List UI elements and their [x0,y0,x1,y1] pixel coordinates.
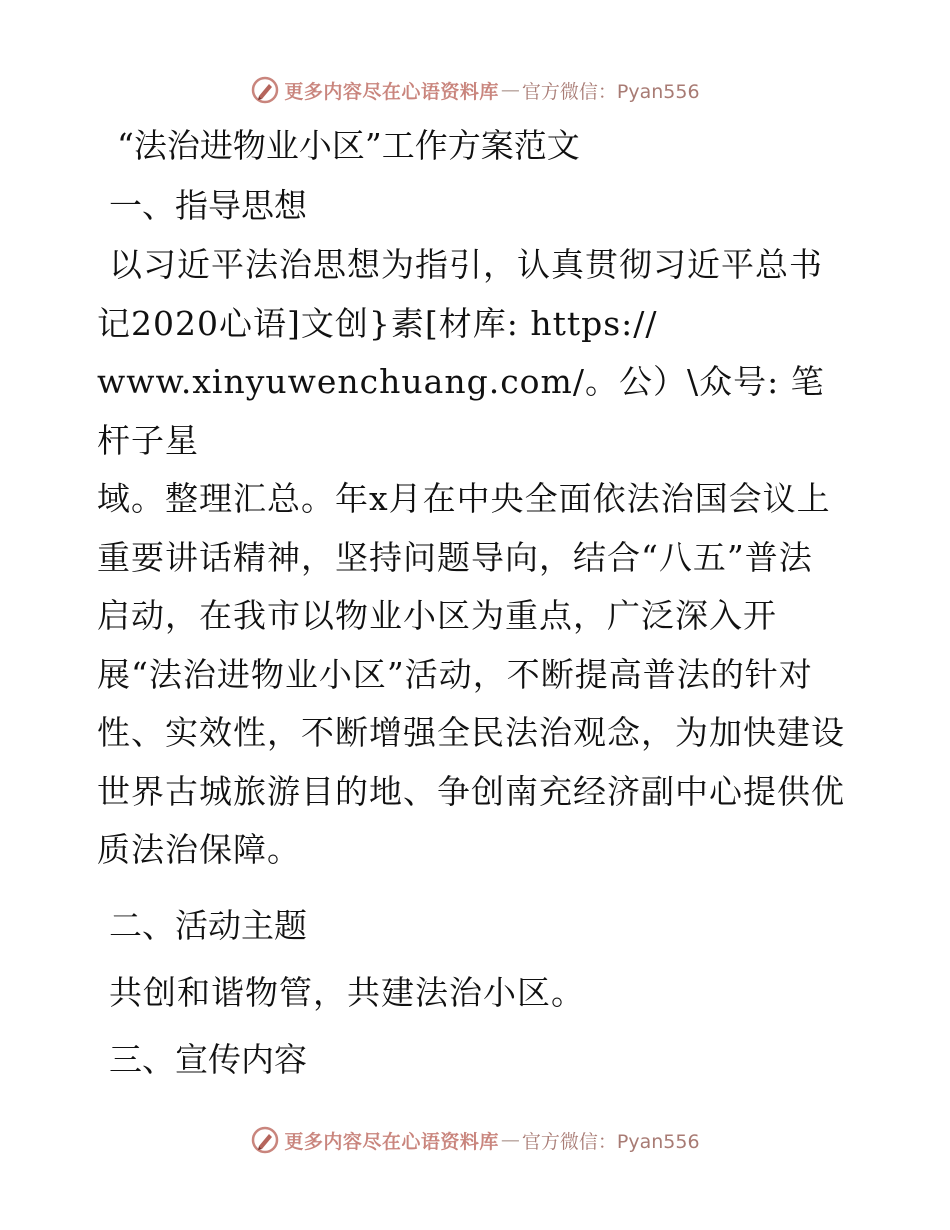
section-heading-activity-theme: 二、活动主题 [109,905,307,945]
paragraph-line: 重要讲话精神，坚持问题导向，结合“八五”普法 [97,537,813,577]
header-banner [0,72,950,108]
banner-dash: — [500,1129,520,1151]
section-heading-publicity-content: 三、宣传内容 [109,1040,307,1079]
paragraph-line: 世界古城旅游目的地、争创南充经济副中心提供优 [97,771,845,811]
pen-in-circle-logo-icon [250,1125,280,1155]
paragraph-line: 记2020心语]文创}素[材库: https:// [97,303,658,343]
pen-in-circle-logo-icon [250,75,280,105]
banner-dash: — [500,79,520,101]
footer-banner [0,1122,950,1158]
section-paragraph-guiding-ideology [97,236,857,880]
paragraph-line: 启动，在我市以物业小区为重点，广泛深入开 [97,596,777,635]
paragraph-line: 质法治保障。 [97,830,301,869]
document-body [97,120,857,1084]
document-title: “法治进物业小区”工作方案范文 [117,126,580,165]
paragraph-line: 性、实效性，不断增强全民法治观念，为加快建设 [97,713,845,752]
banner-wechat-text: 官方微信：Pyan556 [521,80,700,103]
section-heading-guiding-ideology: 一、指导思想 [109,186,307,225]
banner-main-text: 更多内容尽在心语资料库 [284,1130,499,1153]
section-paragraph-activity-theme: 共创和谐物管，共建法治小区。 [109,972,585,1012]
paragraph-line: www.xinyuwenchuang.com/。公）\众号: 笔杆子星 [97,362,825,460]
paragraph-line: 域。整理汇总。年x月在中央全面依法治国会议上 [97,479,831,518]
banner-wechat-text: 官方微信：Pyan556 [521,1130,700,1153]
paragraph-line: 展“法治进物业小区”活动，不断提高普法的针对 [97,654,813,694]
paragraph-line: 以习近平法治思想为指引，认真贯彻习近平总书 [109,245,823,284]
banner-main-text: 更多内容尽在心语资料库 [284,80,499,103]
